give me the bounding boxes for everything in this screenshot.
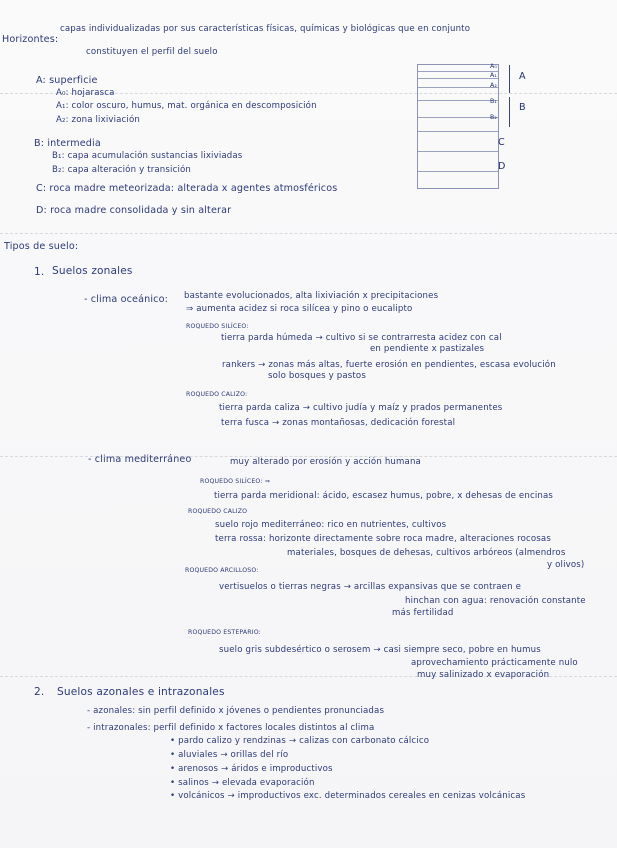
azonales-title: Suelos azonales e intrazonales (57, 686, 225, 698)
bracket-a (509, 65, 510, 93)
horizon-a2: A₂: zona lixiviación (56, 115, 140, 125)
horizon-b-title: B: intermedia (34, 138, 101, 149)
mediterraneo-estepario-heading: ROQUEDO ESTEPARIO: (188, 629, 261, 636)
profile-label-b1: B₁ (490, 98, 498, 105)
horizon-a1: A₁: color oscuro, humus, mat. orgánica en descomposición (56, 101, 317, 111)
horizontes-definition-1: capas individualizadas por sus características físicas, químicas y biológicas que en conjunto (60, 24, 471, 34)
profile-main-b: B (519, 102, 526, 113)
horizon-a-title: A: superficie (36, 75, 98, 86)
soil-profile-diagram (417, 64, 499, 189)
profile-divider (418, 100, 498, 101)
tipos-title: Tipos de suelo: (4, 241, 79, 252)
horizon-c: C: roca madre meteorizada: alterada x agentes atmosféricos (36, 183, 338, 194)
suelo-gris-3: muy salinizado x evaporación (417, 670, 550, 680)
profile-divider (418, 131, 498, 132)
horizon-a0: A₀: hojarasca (56, 88, 115, 98)
profile-main-c: C (498, 137, 505, 148)
profile-divider (418, 151, 498, 152)
intrazonal-item-5: • volcánicos → improductivos exc. determinados cereales en cenizas volcánicas (170, 791, 526, 801)
profile-main-a: A (519, 71, 526, 82)
suelo-rojo: suelo rojo mediterráneo: rico en nutrientes, cultivos (215, 520, 447, 530)
terra-fusca: terra fusca → zonas montañosas, dedicación forestal (221, 418, 456, 428)
rankers: rankers → zonas más altas, fuerte erosión en pendientes, escasa evolución (222, 360, 556, 370)
tierra-parda-humeda-2: en pendiente x pastizales (370, 344, 485, 354)
terra-rossa-2: materiales, bosques de dehesas, cultivos arbóreos (almendros (287, 548, 566, 558)
mediterraneo-arcilloso-heading: ROQUEDO ARCILLOSO: (185, 567, 259, 574)
intrazonal-item-1: • pardo calizo y rendzinas → calizas con carbonato cálcico (170, 736, 430, 746)
profile-label-a0: A₀ (490, 63, 498, 70)
vertisuelos-2: hinchan con agua: renovación constante (405, 596, 586, 606)
suelo-gris-2: aprovechamiento prácticamente nulo (411, 658, 578, 668)
azonales-definition: - azonales: sin perfil definido x jóvenes o pendientes pronunciadas (87, 706, 385, 716)
terra-rossa: terra rossa: horizonte directamente sobre roca madre, alteraciones rocosas (215, 534, 551, 544)
horizontes-definition-2: constituyen el perfil del suelo (86, 47, 218, 57)
oceanico-line-2: ⇒ aumenta acidez si roca silícea y pino o eucalipto (186, 304, 413, 314)
intrazonal-item-2: • aluviales → orillas del río (170, 750, 289, 760)
mediterraneo-calizo-heading: ROQUEDO CALIZO (188, 508, 248, 515)
ruled-line (0, 233, 617, 234)
mediterraneo-siliceo-heading: ROQUEDO SILÍCEO: ⇒ (200, 478, 271, 485)
mediterraneo-bullet: - clima mediterráneo (88, 454, 192, 465)
mediterraneo-description: muy alterado por erosión y acción humana (230, 457, 421, 467)
zonales-number: 1. (34, 266, 45, 278)
intrazonal-item-4: • salinos → elevada evaporación (170, 778, 315, 788)
oceanico-siliceo-heading: ROQUEDO SILÍCEO: (186, 323, 249, 330)
oceanico-line-1: bastante evolucionados, alta lixiviación x precipitaciones (184, 291, 439, 301)
horizontes-label: Horizontes: (2, 34, 59, 45)
bracket-b (509, 97, 510, 127)
vertisuelos-3: más fertilidad (392, 608, 454, 618)
profile-divider (418, 171, 498, 172)
profile-divider (418, 117, 498, 118)
horizon-b1: B₁: capa acumulación sustancias lixiviadas (52, 151, 243, 161)
tierra-parda-caliza: tierra parda caliza → cultivo judía y maíz y prados permanentes (219, 403, 503, 413)
oceanico-bullet: - clima oceánico: (84, 294, 168, 305)
profile-label-a1: A₁ (490, 72, 498, 79)
azonales-number: 2. (34, 686, 45, 698)
profile-main-d: D (498, 161, 506, 172)
profile-divider (418, 87, 498, 88)
tierra-parda-meridional: tierra parda meridional: ácido, escasez humus, pobre, x dehesas de encinas (214, 491, 554, 501)
profile-label-b2: B₂ (490, 114, 498, 121)
tierra-parda-humeda: tierra parda húmeda → cultivo si se contrarresta acidez con cal (221, 333, 502, 343)
zonales-title: Suelos zonales (52, 265, 133, 277)
horizon-d: D: roca madre consolidada y sin alterar (36, 205, 232, 216)
profile-divider (418, 71, 498, 72)
rankers-2: solo bosques y pastos (268, 371, 366, 381)
intrazonales-definition: - intrazonales: perfil definido x factores locales distintos al clima (87, 723, 375, 733)
terra-rossa-3: y olivos) (547, 560, 585, 570)
vertisuelos: vertisuelos o tierras negras → arcillas expansivas que se contraen e (219, 582, 522, 592)
oceanico-calizo-heading: ROQUEDO CALIZO: (186, 391, 248, 398)
profile-divider (418, 78, 498, 79)
intrazonal-item-3: • arenosos → áridos e improductivos (170, 764, 333, 774)
horizon-b2: B₂: capa alteración y transición (52, 165, 191, 175)
suelo-gris: suelo gris subdesértico o serosem → casi siempre seco, pobre en humus (219, 645, 541, 655)
profile-label-a2: A₂ (490, 82, 498, 89)
